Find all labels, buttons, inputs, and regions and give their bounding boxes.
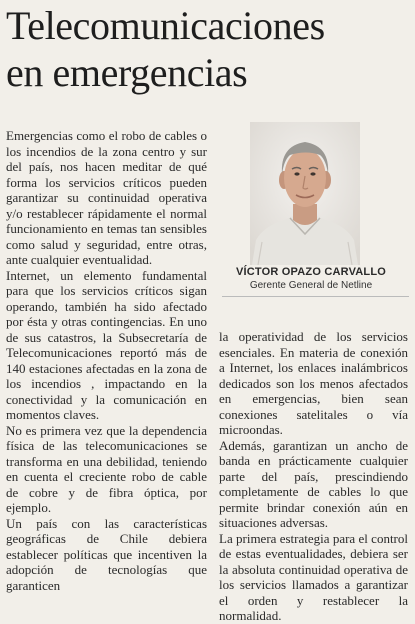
article-left-column bbox=[6, 128, 207, 593]
paragraph: la operatividad de los servicios esenciales. En materia de conexión a Internet, los enlaces inalámbricos dedicados son los menos afectados en emergencias, bien sean conexiones satelitales o vía microondas. bbox=[219, 329, 408, 437]
paragraph: Un país con las características geográficas de Chile debiera establecer políticas que incentiven la adopción de tecnologías que garanticen bbox=[6, 515, 207, 593]
article-right-column bbox=[219, 329, 408, 624]
author-name: VÍCTOR OPAZO CARVALLO bbox=[235, 266, 387, 278]
author-role: Gerente General de Netline bbox=[249, 280, 373, 291]
author-byline bbox=[213, 265, 409, 291]
headline-line-2: en emergencias bbox=[6, 50, 248, 95]
author-photo bbox=[250, 122, 360, 265]
headline-line-1: Telecomunicaciones bbox=[6, 3, 325, 48]
paragraph: Además, garantizan un ancho de banda en prácticamente cualquier parte del país, prescindiendo completamente de cables lo que permite brindar conexión aún en situaciones adversas. bbox=[219, 437, 408, 530]
paragraph: Emergencias como el robo de cables o los incendios de la zona centro y sur del país, nos hacen meditar de qué forma los servicios críticos pueden garantizar su continuidad operativa y/o restablecer rápidamente el normal funcionamiento en temas tan sensibles como salud y seguridad, entre otras, ante cualquier eventualidad. bbox=[6, 128, 207, 267]
paragraph: No es primera vez que la dependencia física de las telecomunicaciones se transforma en una debilidad, teniendo en cuenta el creciente robo de cable de cobre y de fibra óptica, por ejemplo. bbox=[6, 422, 207, 515]
paragraph: Internet, un elemento fundamental para que los servicios críticos sigan operando, también ha sido afectado por ésta y otras contingencias. En uno de sus catastros, la Subsecretaría de Telecomunicaciones reportó más de 140 estaciones afectadas en la zona de los incendios , impactando en la conectividad y la comunicación en momentos claves. bbox=[6, 267, 207, 422]
headline bbox=[6, 2, 411, 96]
paragraph: La primera estrategia para el control de estas eventualidades, debiera ser la absoluta continuidad operativa de los servicios llamados a garantizar el orden y restablecer la normalidad. bbox=[219, 530, 408, 623]
byline-divider bbox=[222, 296, 409, 297]
